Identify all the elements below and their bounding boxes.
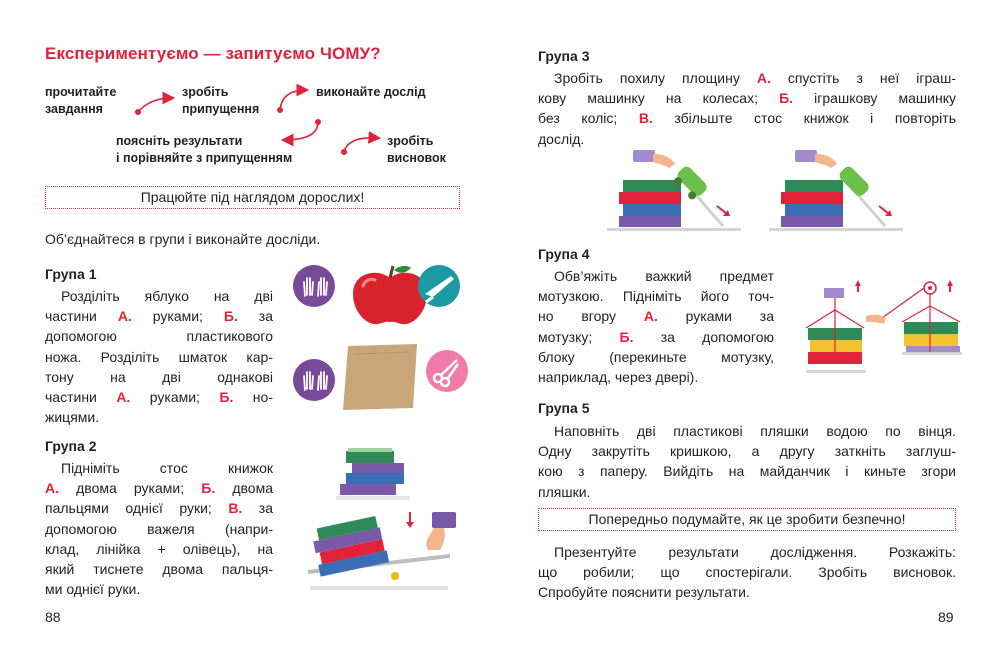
- text-line: [45, 579, 273, 599]
- conclusion-text: [538, 542, 956, 603]
- text-segment: Спробуйте пояснити результати.: [538, 584, 750, 601]
- text-line: [45, 559, 273, 579]
- group3-illustration: [605, 146, 945, 236]
- option-marker: А.: [45, 480, 59, 497]
- text-line: [45, 306, 273, 326]
- text-segment: допомогою важеля (напри-: [45, 520, 273, 537]
- page-number-right: 89: [938, 609, 954, 625]
- text-segment: пальцями однієї руки;: [45, 500, 229, 517]
- text-line: [538, 286, 774, 306]
- text-segment: за: [242, 500, 273, 517]
- text-segment: ножа. Розділіть шматок кар-: [45, 348, 273, 365]
- hands-icon: [293, 265, 335, 307]
- group5-text: [538, 421, 956, 502]
- flow-step-conclude: зробіть висновок: [387, 134, 446, 165]
- text-segment: руками за: [657, 308, 775, 325]
- text-line: [538, 88, 956, 108]
- text-line: [45, 539, 273, 559]
- text-segment: тону на дві однакові: [45, 368, 273, 385]
- text-line: [45, 387, 273, 407]
- text-line: [45, 347, 273, 367]
- text-segment: Наповніть дві пластикові пляшки водою по вінця.: [554, 423, 956, 439]
- option-marker: Б.: [223, 308, 238, 325]
- option-marker: А.: [643, 308, 658, 325]
- group4-heading: Група 4: [538, 246, 590, 262]
- text-line: [538, 562, 956, 582]
- flow-step-experiment: виконайте дослід: [316, 85, 426, 99]
- text-segment: Обв’яжіть важкий предмет: [554, 268, 774, 284]
- text-line: [538, 306, 774, 326]
- pulley-books-icon: [866, 280, 962, 355]
- text-segment: Одну закрутіть кришкою, а другу заткніть заглуш-: [538, 443, 956, 460]
- safety-warning-2: Попередньо подумайте, як це зробити безпечно!: [538, 508, 956, 531]
- option-marker: В.: [638, 110, 653, 127]
- text-segment: но-: [233, 389, 273, 406]
- flow-step-read: прочитайте завдання: [45, 85, 117, 116]
- page-title: Експериментуємо — запитуємо ЧОМУ?: [45, 44, 381, 63]
- text-line: [45, 407, 273, 427]
- scissors-icon: [426, 350, 468, 392]
- text-line: [538, 582, 956, 602]
- text-segment: який тиснете двома пальця-: [45, 561, 273, 578]
- group2-text: [45, 458, 273, 599]
- text-segment: спустіть з неї іграш-: [770, 70, 956, 86]
- text-segment: Розділіть яблуко на дві: [61, 288, 273, 304]
- flow-arrows: [0, 0, 500, 180]
- text-segment: що робили; що спостерігали. Зробіть висновок.: [538, 564, 956, 581]
- flow-step-explain: поясніть результати і порівняйте з припущенням: [116, 134, 293, 165]
- text-segment: но вгору: [538, 308, 644, 325]
- option-marker: А.: [756, 70, 771, 86]
- text-segment: двома руками;: [59, 480, 202, 497]
- text-segment: руками;: [130, 389, 220, 406]
- text-segment: збільште стос книжок і повторіть: [652, 110, 956, 127]
- option-marker: Б.: [201, 480, 216, 497]
- text-line: [45, 498, 273, 518]
- knife-icon: [418, 265, 460, 307]
- text-segment: Презентуйте результати дослідження. Розкажіть:: [554, 544, 956, 560]
- lift-books-icon: [806, 280, 866, 373]
- text-line: [45, 478, 273, 498]
- text-segment: частини: [45, 389, 117, 406]
- text-line: [538, 482, 956, 502]
- text-segment: без коліс;: [538, 110, 639, 127]
- text-line: [538, 542, 956, 562]
- group1-heading: Група 1: [45, 266, 97, 282]
- text-segment: мотузку;: [538, 328, 620, 345]
- group1-text: [45, 286, 273, 427]
- text-segment: руками;: [131, 308, 224, 325]
- text-segment: Зробіть похилу площину: [554, 70, 757, 86]
- apple-icon: [353, 266, 427, 324]
- option-marker: Б.: [219, 389, 234, 406]
- option-marker: В.: [228, 500, 243, 517]
- intro-text: Об’єднайтеся в групи і виконайте досліди.: [45, 231, 321, 247]
- text-line: [538, 266, 774, 286]
- flow-step-hypothesis: зробіть припущення: [182, 85, 260, 116]
- page-number-left: 88: [45, 609, 61, 625]
- safety-warning: Працюйте під наглядом дорослих!: [45, 186, 460, 209]
- group3-heading: Група 3: [538, 48, 590, 64]
- text-line: [45, 519, 273, 539]
- text-segment: за допомогою: [633, 328, 774, 345]
- text-segment: мотузкою. Підніміть його точ-: [538, 288, 774, 305]
- text-line: [45, 367, 273, 387]
- text-line: [45, 286, 273, 306]
- group2-heading: Група 2: [45, 438, 97, 454]
- text-line: [538, 108, 956, 128]
- group3-text: [538, 68, 956, 149]
- text-segment: допомогою пластикового: [45, 328, 273, 345]
- hands-icon: [293, 359, 335, 401]
- text-segment: дослід.: [538, 130, 585, 147]
- text-segment: частини: [45, 308, 118, 325]
- text-line: [538, 367, 774, 387]
- text-line: [538, 441, 956, 461]
- option-marker: А.: [116, 389, 131, 406]
- text-segment: двома: [215, 480, 273, 497]
- book-stack-icon: [336, 448, 410, 500]
- cardboard-icon: [343, 344, 417, 410]
- group5-heading: Група 5: [538, 400, 590, 416]
- text-segment: ми однієї руки.: [45, 581, 141, 598]
- text-segment: кою з паперу. Вийдіть на майданчик і киньте згори: [538, 463, 956, 480]
- text-line: [538, 327, 774, 347]
- option-marker: А.: [117, 308, 132, 325]
- option-marker: Б.: [779, 90, 794, 107]
- ramp-car-icon: [607, 150, 741, 231]
- text-segment: наприклад, через двері).: [538, 369, 699, 386]
- group4-text: [538, 266, 774, 387]
- group1-illustration: [293, 264, 468, 424]
- group2-illustration: [300, 446, 470, 591]
- text-line: [45, 458, 273, 478]
- lever-books-icon: [308, 512, 456, 588]
- text-segment: Підніміть стос книжок: [61, 460, 273, 476]
- group4-illustration: [800, 278, 970, 378]
- text-line: [538, 347, 774, 367]
- text-segment: пляшки.: [538, 483, 591, 500]
- text-line: [45, 326, 273, 346]
- text-line: [538, 421, 956, 441]
- text-segment: іграшкову машинку: [793, 90, 956, 107]
- ramp-car-no-wheels-icon: [769, 150, 903, 231]
- text-line: [538, 68, 956, 88]
- text-segment: жицями.: [45, 409, 100, 426]
- text-segment: кову машинку на колесах;: [538, 90, 780, 107]
- text-segment: за: [237, 308, 273, 325]
- text-line: [538, 461, 956, 481]
- text-segment: клад, лінійка + олівець), на: [45, 540, 273, 557]
- option-marker: Б.: [619, 328, 634, 345]
- text-segment: блоку (перекиньте мотузку,: [538, 348, 774, 365]
